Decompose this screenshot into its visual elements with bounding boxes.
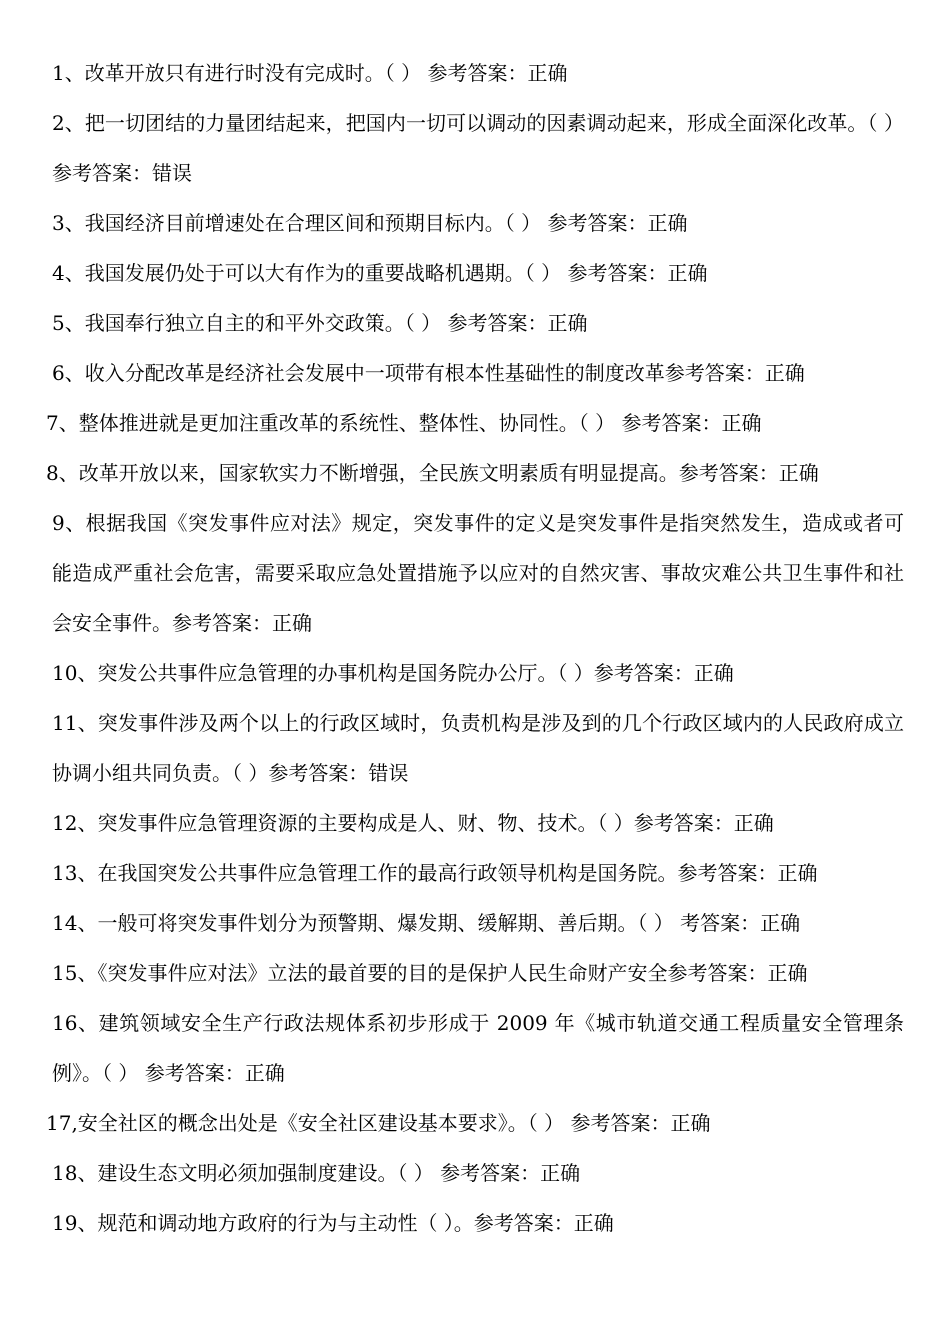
question-list (46, 48, 904, 1248)
question-item: 14、一般可将突发事件划分为预警期、爆发期、缓解期、善后期。（ ） 考答案：正确 (52, 911, 801, 935)
question-item: 16、建筑领域安全生产行政法规体系初步形成于 2009 年《城市轨道交通工程质量安全管理条例》。（ ） 参考答案：正确 (52, 1011, 904, 1085)
question-item: 13、在我国突发公共事件应急管理工作的最高行政领导机构是国务院。参考答案：正确 (52, 861, 818, 885)
question-item: 18、建设生态文明必须加强制度建设。（ ） 参考答案：正确 (52, 1161, 581, 1185)
question-item: 4、我国发展仍处于可以大有作为的重要战略机遇期。（ ） 参考答案：正确 (52, 261, 708, 285)
question-item: 9、根据我国《突发事件应对法》规定，突发事件的定义是突发事件是指突然发生，造成或者可能造成严重社会危害，需要采取应急处置措施予以应对的自然灾害、事故灾难公共卫生事件和社会安全事件。参考答案：正确 (52, 511, 904, 635)
question-item: 8、改革开放以来，国家软实力不断增强，全民族文明素质有明显提高。参考答案：正确 (46, 461, 819, 485)
question-item: 12、突发事件应急管理资源的主要构成是人、财、物、技术。（ ）参考答案：正确 (52, 811, 774, 835)
question-item: 6、收入分配改革是经济社会发展中一项带有根本性基础性的制度改革参考答案：正确 (52, 361, 805, 385)
question-item: 10、突发公共事件应急管理的办事机构是国务院办公厅。（ ）参考答案：正确 (52, 661, 734, 685)
question-item: 19、规范和调动地方政府的行为与主动性（ ）。参考答案：正确 (52, 1211, 614, 1235)
question-item: 5、我国奉行独立自主的和平外交政策。（ ） 参考答案：正确 (52, 311, 588, 335)
question-item: 11、突发事件涉及两个以上的行政区域时，负责机构是涉及到的几个行政区域内的人民政府成立协调小组共同负责。（ ）参考答案：错误 (52, 711, 904, 785)
question-item: 2、把一切团结的力量团结起来，把国内一切可以调动的因素调动起来，形成全面深化改革。（ ）参考答案：错误 (52, 111, 904, 185)
question-item: 7、整体推进就是更加注重改革的系统性、整体性、协同性。（ ） 参考答案：正确 (46, 411, 762, 435)
question-item: 1、改革开放只有进行时没有完成时。（ ） 参考答案：正确 (52, 61, 568, 85)
question-item: 3、我国经济目前增速处在合理区间和预期目标内。（ ） 参考答案：正确 (52, 211, 688, 235)
question-item: 17,安全社区的概念出处是《安全社区建设基本要求》。（ ） 参考答案：正确 (46, 1111, 711, 1135)
question-item: 15、《突发事件应对法》立法的最首要的目的是保护人民生命财产安全参考答案：正确 (52, 961, 808, 985)
